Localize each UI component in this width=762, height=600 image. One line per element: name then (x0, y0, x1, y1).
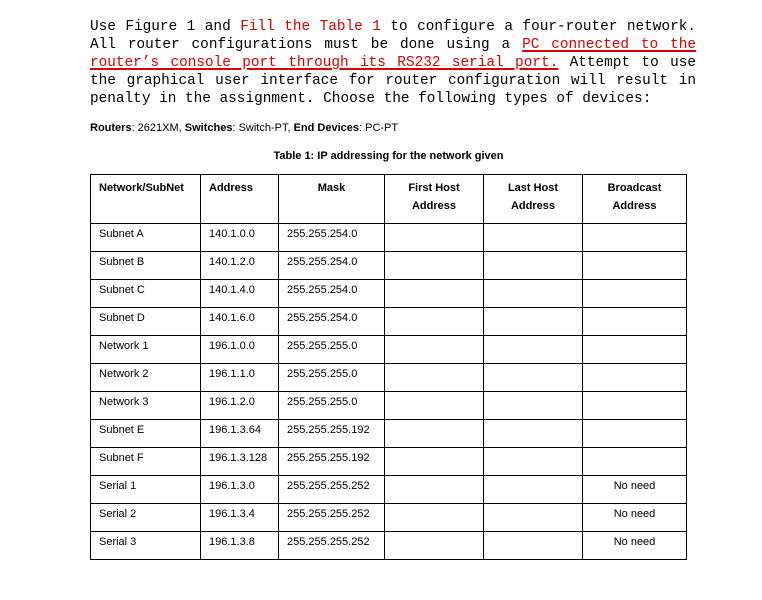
table-row (91, 420, 687, 448)
table-row (91, 448, 687, 476)
cell-last-host (484, 364, 583, 392)
header-last-host: Last Host Address (484, 175, 583, 224)
cell-address: 196.1.3.0 (201, 476, 279, 504)
intro-text-3: to configure a four-router network. All router configurations must be done using a (90, 19, 696, 53)
table-row (91, 392, 687, 420)
table-row (91, 308, 687, 336)
cell-address: 196.1.1.0 (201, 364, 279, 392)
cell-first-host (385, 336, 484, 364)
table-row (91, 476, 687, 504)
cell-last-host (484, 532, 583, 560)
cell-broadcast (583, 448, 687, 476)
routers-label: Routers (90, 122, 132, 134)
cell-network: Network 1 (91, 336, 201, 364)
cell-last-host (484, 392, 583, 420)
cell-mask: 255.255.255.192 (279, 448, 385, 476)
cell-mask: 255.255.255.0 (279, 364, 385, 392)
cell-mask: 255.255.255.252 (279, 532, 385, 560)
cell-broadcast: No need (583, 504, 687, 532)
intro-text-fill-table: Fill the Table 1 (240, 19, 381, 35)
cell-address: 196.1.3.8 (201, 532, 279, 560)
cell-first-host (385, 364, 484, 392)
cell-mask: 255.255.255.192 (279, 420, 385, 448)
intro-text-1: Use Figure 1 and (90, 19, 241, 35)
cell-last-host (484, 308, 583, 336)
cell-broadcast (583, 420, 687, 448)
cell-address: 140.1.2.0 (201, 252, 279, 280)
table-row (91, 364, 687, 392)
cell-first-host (385, 532, 484, 560)
cell-mask: 255.255.254.0 (279, 308, 385, 336)
cell-broadcast: No need (583, 476, 687, 504)
cell-broadcast (583, 224, 687, 252)
cell-mask: 255.255.255.0 (279, 392, 385, 420)
header-broadcast: Broadcast Address (583, 175, 687, 224)
cell-first-host (385, 308, 484, 336)
cell-network: Serial 2 (91, 504, 201, 532)
cell-last-host (484, 224, 583, 252)
cell-last-host (484, 280, 583, 308)
table-row (91, 224, 687, 252)
cell-address: 196.1.3.128 (201, 448, 279, 476)
cell-broadcast (583, 308, 687, 336)
header-network: Network/SubNet (91, 175, 201, 224)
cell-mask: 255.255.254.0 (279, 224, 385, 252)
header-first-host: First Host Address (385, 175, 484, 224)
switches-value: : Switch-PT, (232, 122, 294, 134)
header-address: Address (201, 175, 279, 224)
end-devices-label: End Devices (293, 122, 359, 134)
cell-address: 196.1.3.4 (201, 504, 279, 532)
instructions-paragraph (90, 18, 696, 108)
cell-last-host (484, 336, 583, 364)
header-mask: Mask (279, 175, 385, 224)
cell-last-host (484, 448, 583, 476)
switches-label: Switches (184, 122, 233, 134)
cell-mask: 255.255.255.0 (279, 336, 385, 364)
cell-address: 196.1.2.0 (201, 392, 279, 420)
cell-first-host (385, 420, 484, 448)
cell-broadcast (583, 392, 687, 420)
cell-first-host (385, 392, 484, 420)
table-row (91, 532, 687, 560)
cell-network: Network 3 (91, 392, 201, 420)
cell-last-host (484, 476, 583, 504)
cell-broadcast (583, 336, 687, 364)
cell-network: Serial 3 (91, 532, 201, 560)
cell-network: Subnet C (91, 280, 201, 308)
cell-address: 140.1.6.0 (201, 308, 279, 336)
cell-last-host (484, 420, 583, 448)
cell-broadcast (583, 252, 687, 280)
cell-network: Serial 1 (91, 476, 201, 504)
device-types-line (90, 122, 398, 134)
cell-broadcast (583, 280, 687, 308)
cell-network: Subnet E (91, 420, 201, 448)
cell-network: Subnet D (91, 308, 201, 336)
cell-first-host (385, 252, 484, 280)
cell-last-host (484, 504, 583, 532)
cell-mask: 255.255.255.252 (279, 476, 385, 504)
cell-address: 196.1.3.64 (201, 420, 279, 448)
cell-mask: 255.255.254.0 (279, 252, 385, 280)
cell-broadcast (583, 364, 687, 392)
table-row (91, 280, 687, 308)
table-row (91, 504, 687, 532)
intro-text-console-port: PC connected to the router’s console port through its RS232 serial port. (90, 37, 696, 71)
table-row (91, 336, 687, 364)
cell-address: 140.1.0.0 (201, 224, 279, 252)
cell-first-host (385, 504, 484, 532)
cell-address: 140.1.4.0 (201, 280, 279, 308)
cell-mask: 255.255.255.252 (279, 504, 385, 532)
cell-first-host (385, 448, 484, 476)
cell-first-host (385, 224, 484, 252)
cell-broadcast: No need (583, 532, 687, 560)
ip-addressing-table (90, 174, 687, 560)
table-row (91, 252, 687, 280)
cell-mask: 255.255.254.0 (279, 280, 385, 308)
end-devices-value: : PC-PT (359, 122, 399, 134)
cell-network: Subnet B (91, 252, 201, 280)
cell-network: Subnet A (91, 224, 201, 252)
routers-value: : 2621XM, (131, 122, 185, 134)
cell-first-host (385, 476, 484, 504)
cell-network: Subnet F (91, 448, 201, 476)
cell-first-host (385, 280, 484, 308)
cell-address: 196.1.0.0 (201, 336, 279, 364)
cell-last-host (484, 252, 583, 280)
table-caption: Table 1: IP addressing for the network given (273, 150, 504, 162)
intro-text-5: Attempt to use the graphical user interface for router configuration will result in penalty in the assignment. Choose the following types of devices: (90, 55, 696, 107)
table-header-row (91, 175, 687, 224)
cell-network: Network 2 (91, 364, 201, 392)
